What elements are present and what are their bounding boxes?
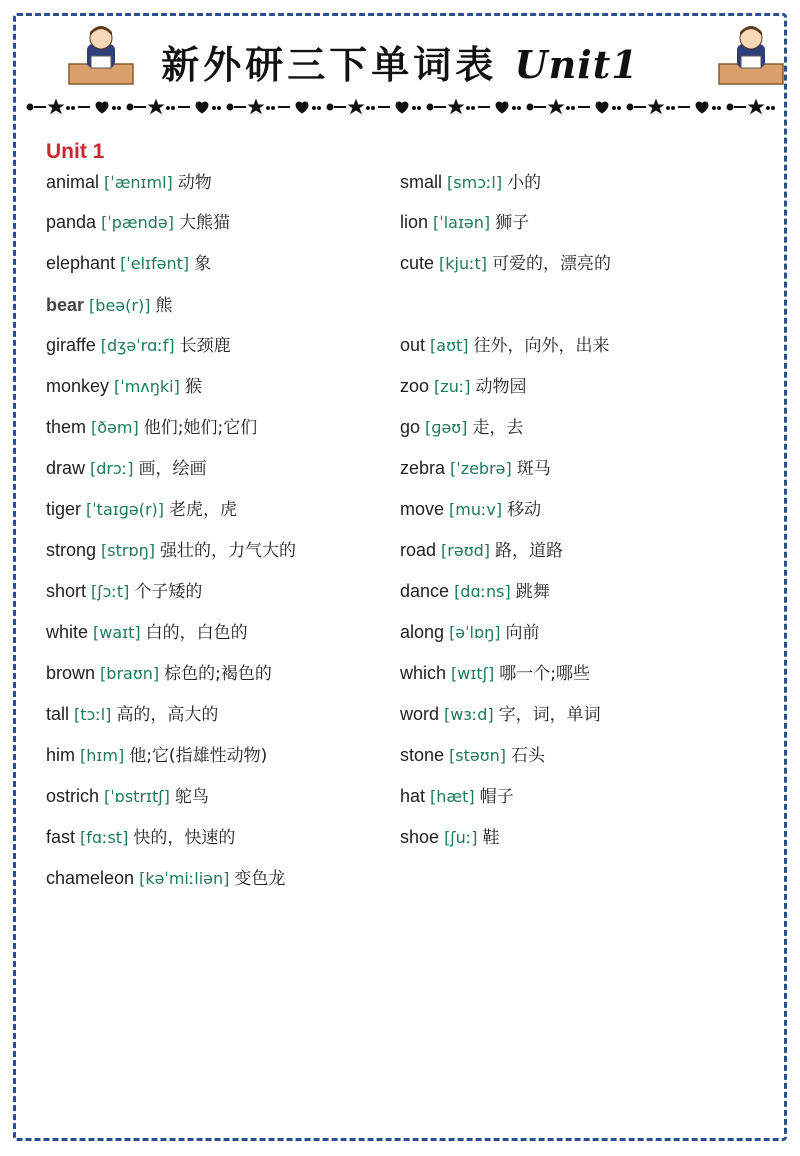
phonetic-transcription: [ʃɔːt] (91, 582, 130, 601)
english-word: white (46, 622, 89, 642)
word-entry (46, 415, 257, 440)
phonetic-transcription: [smɔːl] (447, 173, 503, 192)
chinese-meaning: 高的，高大的 (116, 705, 219, 725)
chinese-meaning: 往外，向外，出来 (473, 336, 610, 356)
chinese-meaning: 他;它(指雄性动物) (129, 746, 268, 766)
english-word: move (400, 499, 445, 519)
header (0, 22, 800, 102)
phonetic-transcription: [ˈzebrə] (450, 459, 512, 478)
chinese-meaning: 棕色的;褐色的 (164, 664, 272, 684)
word-entry (46, 825, 235, 850)
phonetic-transcription: [ˈɒstrɪtʃ] (104, 787, 170, 806)
word-entry (400, 170, 541, 195)
chinese-meaning: 斑马 (516, 459, 551, 479)
phonetic-transcription: [waɪt] (93, 623, 141, 642)
chinese-meaning: 个子矮的 (134, 582, 203, 602)
phonetic-transcription: [rəʊd] (441, 541, 490, 560)
word-entry (46, 456, 206, 481)
english-word: tall (46, 704, 70, 724)
phonetic-transcription: [ðəm] (91, 418, 139, 437)
phonetic-transcription: [dɑːns] (454, 582, 511, 601)
english-word: strong (46, 540, 97, 560)
english-word: monkey (46, 376, 110, 396)
word-entry (46, 743, 267, 768)
chinese-meaning: 象 (194, 254, 212, 274)
english-word: zebra (400, 458, 446, 478)
word-entry (400, 497, 541, 522)
english-word: which (400, 663, 447, 683)
english-word: word (400, 704, 440, 724)
phonetic-transcription: [wɜːd] (444, 705, 494, 724)
english-word: tiger (46, 499, 82, 519)
phonetic-transcription: [ˈpændə] (101, 213, 174, 232)
english-word: fast (46, 827, 76, 847)
english-word: small (400, 172, 443, 192)
english-word: giraffe (46, 335, 96, 355)
phonetic-transcription: [stəʊn] (449, 746, 507, 765)
phonetic-transcription: [wɪtʃ] (451, 664, 495, 683)
english-word: short (46, 581, 87, 601)
phonetic-transcription: [əˈlɒŋ] (449, 623, 501, 642)
word-entry (46, 784, 209, 809)
chinese-meaning: 他们;她们;它们 (143, 418, 258, 438)
phonetic-transcription: [muːv] (449, 500, 503, 519)
word-entry (46, 497, 237, 522)
english-word: animal (46, 172, 100, 192)
word-entry (46, 333, 231, 358)
phonetic-transcription: [ˈænɪml] (104, 173, 173, 192)
english-word: bear (46, 295, 85, 315)
phonetic-transcription: [zuː] (434, 377, 471, 396)
phonetic-transcription: [dʒəˈrɑːf] (100, 336, 175, 355)
chinese-meaning: 石头 (511, 746, 546, 766)
chinese-meaning: 移动 (507, 500, 542, 520)
word-entry (400, 661, 590, 686)
chinese-meaning: 快的，快速的 (133, 828, 236, 848)
chinese-meaning: 熊 (155, 296, 173, 316)
english-word: ostrich (46, 786, 100, 806)
page-title: 新外研三下单词表 Unit1 (161, 42, 639, 87)
word-entry (400, 825, 499, 850)
chinese-meaning: 长颈鹿 (179, 336, 231, 356)
english-word: road (400, 540, 437, 560)
chinese-meaning: 帽子 (479, 787, 514, 807)
unit-heading: Unit 1 (46, 140, 105, 163)
word-entry (400, 333, 610, 358)
word-entry (46, 251, 211, 276)
kid-at-desk-icon (715, 22, 787, 88)
phonetic-transcription: [ˈlaɪən] (433, 213, 491, 232)
english-word: elephant (46, 253, 116, 273)
word-entry (46, 293, 172, 318)
chinese-meaning: 哪一个;哪些 (499, 664, 590, 684)
word-entry (46, 210, 230, 235)
word-entry (46, 538, 296, 563)
chinese-meaning: 向前 (505, 623, 540, 643)
phonetic-transcription: [kjuːt] (439, 254, 488, 273)
english-word: zoo (400, 376, 430, 396)
chinese-meaning: 路，道路 (495, 541, 564, 561)
word-entry (46, 702, 218, 727)
english-word: brown (46, 663, 96, 683)
english-word: them (46, 417, 87, 437)
word-entry (46, 170, 212, 195)
chinese-meaning: 鞋 (482, 828, 500, 848)
word-entry (400, 538, 563, 563)
phonetic-transcription: [ɡəʊ] (425, 418, 468, 437)
english-word: cute (400, 253, 435, 273)
word-entry (400, 579, 550, 604)
chinese-meaning: 大熊猫 (178, 213, 230, 233)
phonetic-transcription: [aʊt] (430, 336, 469, 355)
phonetic-transcription: [strɒŋ] (101, 541, 156, 560)
chinese-meaning: 鸵鸟 (174, 787, 209, 807)
chinese-meaning: 白的，白色的 (145, 623, 248, 643)
phonetic-transcription: [ʃuː] (444, 828, 478, 847)
word-entry (400, 251, 611, 276)
chinese-meaning: 动物园 (475, 377, 527, 397)
phonetic-transcription: [ˈtaɪɡə(r)] (86, 500, 164, 519)
english-word: along (400, 622, 445, 642)
word-entry (400, 374, 526, 399)
chinese-meaning: 小的 (507, 173, 542, 193)
chinese-meaning: 字，词，单词 (498, 705, 601, 725)
english-word: draw (46, 458, 86, 478)
chinese-meaning: 走，去 (472, 418, 524, 438)
english-word: lion (400, 212, 429, 232)
english-word: out (400, 335, 426, 355)
word-entry (46, 579, 202, 604)
chinese-meaning: 动物 (177, 173, 212, 193)
word-entry (400, 784, 514, 809)
word-entry (46, 620, 248, 645)
word-entry (46, 661, 272, 686)
english-word: him (46, 745, 76, 765)
english-word: stone (400, 745, 445, 765)
english-word: chameleon (46, 868, 135, 888)
chinese-meaning: 跳舞 (515, 582, 550, 602)
phonetic-transcription: [ˈelɪfənt] (120, 254, 190, 273)
chinese-meaning: 老虎，虎 (169, 500, 238, 520)
english-word: shoe (400, 827, 440, 847)
chinese-meaning: 狮子 (495, 213, 530, 233)
word-entry (400, 210, 529, 235)
phonetic-transcription: [kəˈmiːliən] (139, 869, 230, 888)
phonetic-transcription: [hɪm] (80, 746, 125, 765)
word-entry (46, 374, 202, 399)
phonetic-transcription: [drɔː] (90, 459, 134, 478)
phonetic-transcription: [ˈmʌŋki] (114, 377, 180, 396)
phonetic-transcription: [fɑːst] (80, 828, 129, 847)
english-word: dance (400, 581, 450, 601)
english-word: panda (46, 212, 97, 232)
phonetic-transcription: [hæt] (430, 787, 475, 806)
phonetic-transcription: [braʊn] (100, 664, 160, 683)
decorative-border-icon (24, 96, 776, 118)
chinese-meaning: 强壮的，力气大的 (160, 541, 297, 561)
chinese-meaning: 可爱的，漂亮的 (492, 254, 612, 274)
phonetic-transcription: [beə(r)] (89, 296, 151, 315)
word-entry (400, 456, 551, 481)
english-word: go (400, 417, 421, 437)
phonetic-transcription: [tɔːl] (74, 705, 112, 724)
chinese-meaning: 画，绘画 (138, 459, 207, 479)
chinese-meaning: 猴 (184, 377, 202, 397)
word-entry (400, 743, 545, 768)
word-entry (400, 620, 540, 645)
english-word: hat (400, 786, 426, 806)
chinese-meaning: 变色龙 (234, 869, 286, 889)
word-entry (46, 866, 285, 891)
word-entry (400, 702, 601, 727)
word-entry (400, 415, 523, 440)
